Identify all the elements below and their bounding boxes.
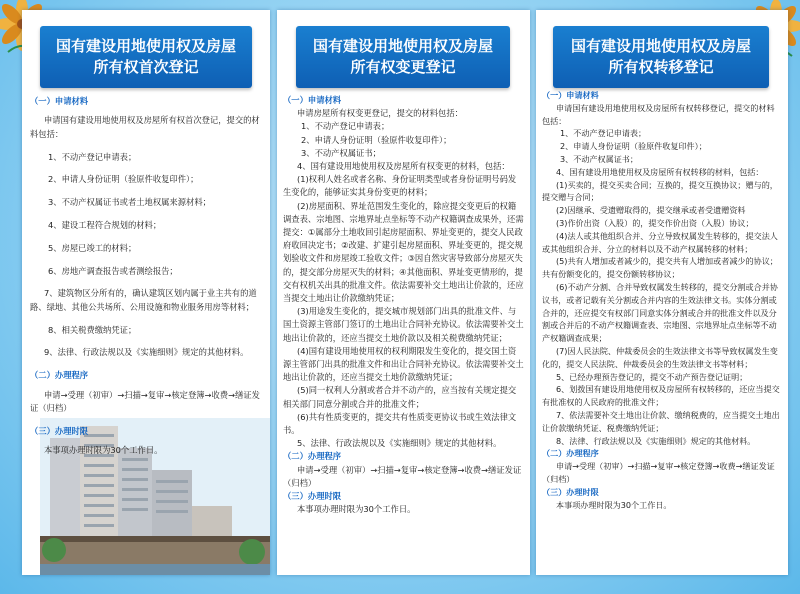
list-item: 8、相关税费缴纳凭证； [48,324,137,335]
procedure-text: 申请→受理（初审）→扫描→复审→核定登簿→收费→缮证发证（归档） [542,461,775,484]
title-banner-change [296,26,510,88]
sub-item: (4)法人或其他组织合并、分立导致权属发生转移的，提交法人或其他组织合并、分立的材料以及不动产权属转移的材料； [542,230,778,254]
list-item: 6、房地产调查报告或者测绘报告； [48,265,178,276]
title-line-1: 国有建设用地使用权及房屋 [312,37,493,55]
sub-item: (5)共有人增加或者减少的，提交共有人增加或者减少的协议；共有份额变化的，提交份额转移协议； [542,256,778,280]
section-heading: （三）办理时限 [283,491,342,502]
title-line-2: 所有权转移登记 [608,58,714,76]
column-change-registration [283,94,524,517]
sub-item: (2)因继承、受遗赠取得的，提交继承或者受遗赠资料 [556,205,746,216]
sub-item: (3)作价出资（入股）的，提交作价出资（入股）协议； [556,217,754,228]
list-item: 1、不动产登记申请表； [560,128,647,139]
section-intro: 申请国有建设用地使用权及房屋所有权首次登记，提交的材料包括： [30,115,260,139]
list-item: 3、不动产权属证书； [560,153,638,164]
title-banner-transfer [553,26,769,88]
list-item: 7、建筑物区分所有的，确认建筑区划内属于业主共有的道路、绿地、其他公共场所、公用设施和物业服务用房等材料； [30,288,257,312]
time-limit-text: 本事项办理时限为30个工作日。 [297,504,416,515]
list-item: 5、房屋已竣工的材料； [48,242,137,253]
section-heading: （三）办理时限 [30,425,89,436]
sub-item: (5)同一权利人分割或者合并不动产的，应当按有关规定提交相关部门同意分割或合并的批准文件； [283,385,517,409]
list-item: 3、不动产权属证书或者土地权属来源材料； [48,197,211,208]
title-line-2: 所有权变更登记 [350,58,456,76]
time-limit-text: 本事项办理时限为30个工作日。 [556,499,672,510]
list-item: 1、不动产登记申请表； [48,151,137,162]
section-heading: （一）申请材料 [283,95,342,105]
list-item: 1、不动产登记申请表； [301,121,390,132]
list-item: 2、申请人身份证明（验原件收复印件）； [48,174,199,185]
list-item: 5、法律、行政法规以及《实施细则》规定的其他材料。 [297,438,502,449]
list-item: 4、建设工程符合规划的材料； [48,220,162,230]
column-first-registration [30,95,264,467]
sub-item: (2)房屋面积、界址范围发生变化的，除应提交变更后的权籍调查表、宗地图、宗地界址点坐标等不动产权籍调查成果外，还需提交：①属部分土地收回引起房屋面积、界址变更的，提交人民政府收回决定书；②改建、扩建引起房屋面积、界址变更的，提交规划验收文件和房屋竣工验收文件；③因自然灾害导致部分房屋灭失的，提交部分房屋灭失的材料；④其他面积、界址变更情形的，提交有权机关出具的批准文件。依法需要补交土地出让价款的，还应当提交土地出让价款缴纳凭证； [283,200,524,304]
list-item: 9、法律、行政法规以及《实施细则》规定的其他材料。 [44,347,249,358]
list-item: 2、申请人身份证明（验原件收复印件）； [560,141,707,152]
title-line-1: 国有建设用地使用权及房屋 [570,37,751,55]
list-item: 4、国有建设用地使用权及房屋所有权变更的材料，包括： [297,161,510,172]
sub-item: (6)不动产分割、合并导致权属发生转移的，提交分割或合并协议书，或者记载有关分割或合并内容的生效法律文书。实体分割或合并的，还应提交有权部门同意实体分割或合并的批准文件以及分割或合并后的不动产权籍调查表、宗地图、宗地界址点坐标等不动产权籍调查成果； [542,281,778,344]
sub-item: (1)买卖的，提交买卖合同；互换的，提交互换协议；赠与的，提交赠与合同； [542,179,778,203]
list-item: 7、依法需要补交土地出让价款、缴纳税费的，应当提交土地出让价款缴纳凭证、税费缴纳凭证； [542,409,780,433]
column-transfer-registration [542,89,782,511]
section-heading: （二）办理程序 [542,448,599,459]
list-item: 3、不动产权属证书； [301,147,381,158]
title-line-1: 国有建设用地使用权及房屋 [55,37,236,55]
section-intro: 申请国有建设用地使用权及房屋所有权转移登记，提交的材料包括： [542,102,775,126]
sub-item: (7)因人民法院、仲裁委员会的生效法律文书等导致权属发生变化的，提交人民法院、仲裁委员会的生效法律文书等材料； [542,345,778,369]
list-item: 2、申请人身份证明（验原件收复印件）； [301,134,452,145]
procedure-text: 申请→受理（初审）→扫描→复审→核定登簿→收费→缮证发证（归档） [30,389,260,413]
section-heading: （二）办理程序 [283,451,342,462]
sub-item: (6)共有性质变更的，提交共有性质变更协议书或生效法律文书。 [283,411,517,436]
section-heading: （二）办理程序 [30,370,89,381]
list-item: 4、国有建设用地使用权及房屋所有权转移的材料，包括： [556,166,764,177]
section-heading: （三）办理时限 [542,486,599,497]
procedure-text: 申请→受理（初审）→扫描→复审→核定登簿→收费→缮证发证（归档） [283,464,522,488]
section-intro: 申请房屋所有权变更登记，提交的材料包括： [297,108,463,119]
list-item: 8、法律、行政法规以及《实施细则》规定的其他材料。 [556,435,756,446]
sub-item: (1)权利人姓名或者名称、身份证明类型或者身份证明号码发生变化的，能够证实其身份变更的材料； [283,174,517,198]
list-item: 5、已经办理预告登记的，提交不动产预告登记证明； [556,371,748,382]
title-banner-first [40,26,252,88]
title-line-2: 所有权首次登记 [93,58,199,76]
sub-item: (3)用途发生变化的，提交城市规划部门出具的批准文件、与国土资源主管部门签订的土地出让合同补充协议。依法需要补交土地出让价款的，还应当提交土地价款以及相关税费缴纳凭证； [283,306,524,343]
list-item: 6、划拨国有建设用地使用权及房屋所有权转移的，还应当提交有批准权的人民政府的批准文件； [542,384,780,408]
section-heading: （一）申请材料 [30,96,89,106]
time-limit-text: 本事项办理时限为30个工作日。 [44,445,163,456]
sub-item: (4)国有建设用地使用权的权利期限发生变化的，提交国土资源主管部门出具的批准文件和出让合同补充协议。依法需要补交土地出让价款的，还应当提交土地价款缴纳凭证； [283,345,524,383]
section-heading: （一）申请材料 [542,90,599,100]
